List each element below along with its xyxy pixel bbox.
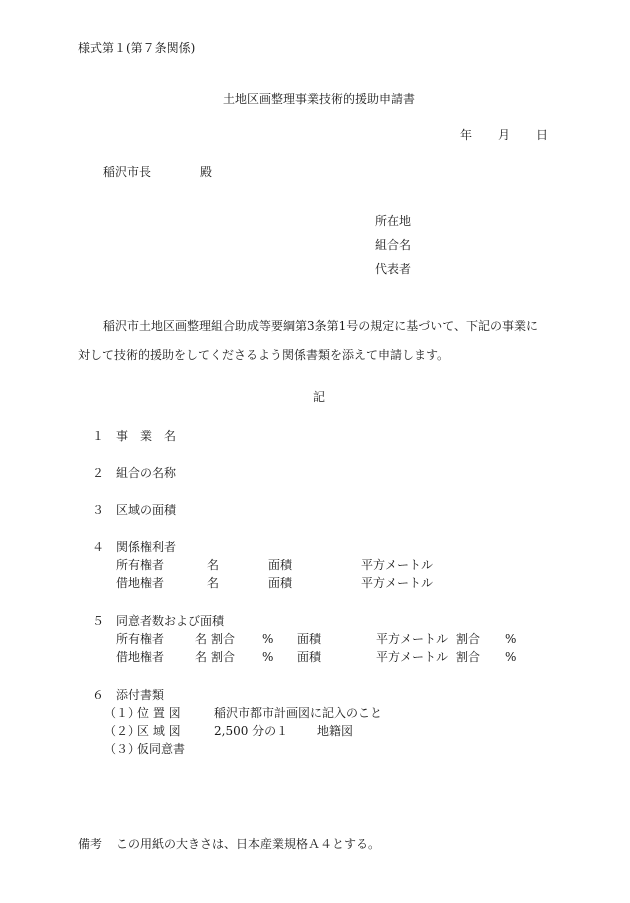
item-5-label: 同意者数および面積 (116, 614, 225, 628)
attachment-1-desc: 稲沢市都市計画図に記入のこと (214, 706, 383, 720)
item-5-row-1-pct2: % (505, 632, 517, 646)
item-4-row-2-unit: 平方メートル (361, 576, 434, 590)
item-5-row-1-pct: % (262, 632, 274, 646)
attachment-1-number: （１） (104, 706, 141, 720)
applicant-representative: 代表者 (375, 262, 412, 276)
date-year: 年 (460, 128, 473, 142)
ki-heading: 記 (312, 390, 325, 404)
form-label: 様式第１(第７条関係) (78, 41, 196, 55)
date-day: 日 (536, 128, 549, 142)
item-5-row-1-type: 所有権者 (116, 632, 165, 646)
item-5-row-2-ratio: 割合 (211, 650, 236, 664)
item-4-label: 関係権利者 (116, 540, 177, 554)
item-5-row-2-pct: % (262, 650, 274, 664)
item-4-row-2-type: 借地権者 (116, 576, 165, 590)
attachment-2-desc: 2,500 分の１ (214, 724, 289, 738)
document-title: 土地区画整理事業技術的援助申請書 (222, 92, 415, 106)
item-3-label: 区域の面積 (116, 503, 177, 517)
body-line-2: 対して技術的援助をしてくださるよう関係書類を添えて申請します。 (78, 348, 450, 362)
item-3-number: ３ (92, 503, 105, 517)
item-5-row-1-ratio: 割合 (211, 632, 236, 646)
applicant-association: 組合名 (375, 238, 412, 252)
item-5-row-2-ratio2: 割合 (456, 650, 481, 664)
item-4-row-1-type: 所有権者 (116, 558, 165, 572)
attachment-3-name: 仮同意書 (137, 742, 186, 756)
item-4-row-2-area: 面積 (268, 576, 293, 590)
item-6-number: ６ (92, 688, 105, 702)
attachment-3-number: （３） (104, 742, 141, 756)
addressee-name: 稲沢市長 (103, 165, 152, 179)
addressee-honorific: 殿 (200, 165, 213, 179)
remarks-label: 備考 (78, 837, 103, 851)
item-6-label: 添付書類 (116, 688, 165, 702)
item-5-row-2-type: 借地権者 (116, 650, 165, 664)
item-5-row-1-mei: 名 (195, 632, 208, 646)
item-5-row-1-unit: 平方メートル (376, 632, 449, 646)
item-1-number: １ (92, 429, 105, 443)
remarks-text: この用紙の大きさは、日本産業規格Ａ４とする。 (116, 837, 381, 851)
item-2-label: 組合の名称 (116, 466, 177, 480)
item-5-number: ５ (92, 614, 105, 628)
item-5-row-2-mei: 名 (195, 650, 208, 664)
item-2-number: ２ (92, 466, 105, 480)
attachment-2-extra: 地籍図 (317, 724, 354, 738)
item-5-row-1-ratio2: 割合 (456, 632, 481, 646)
attachment-2-name: 区 域 図 (137, 724, 181, 738)
item-5-row-2-unit: 平方メートル (376, 650, 449, 664)
item-1-label: 事 業 名 (116, 429, 177, 443)
item-4-row-2-mei: 名 (207, 576, 220, 590)
applicant-location: 所在地 (375, 214, 412, 228)
item-4-row-1-mei: 名 (207, 558, 220, 572)
body-line-1: 稲沢市土地区画整理組合助成等要綱第3条第1号の規定に基づいて、下記の事業に (103, 319, 539, 333)
item-5-row-2-area: 面積 (297, 650, 322, 664)
date-month: 月 (498, 128, 511, 142)
item-4-row-1-unit: 平方メートル (361, 558, 434, 572)
item-4-row-1-area: 面積 (268, 558, 293, 572)
item-5-row-2-pct2: % (505, 650, 517, 664)
item-5-row-1-area: 面積 (297, 632, 322, 646)
item-4-number: ４ (92, 540, 105, 554)
attachment-2-number: （２） (104, 724, 141, 738)
attachment-1-name: 位 置 図 (137, 706, 181, 720)
